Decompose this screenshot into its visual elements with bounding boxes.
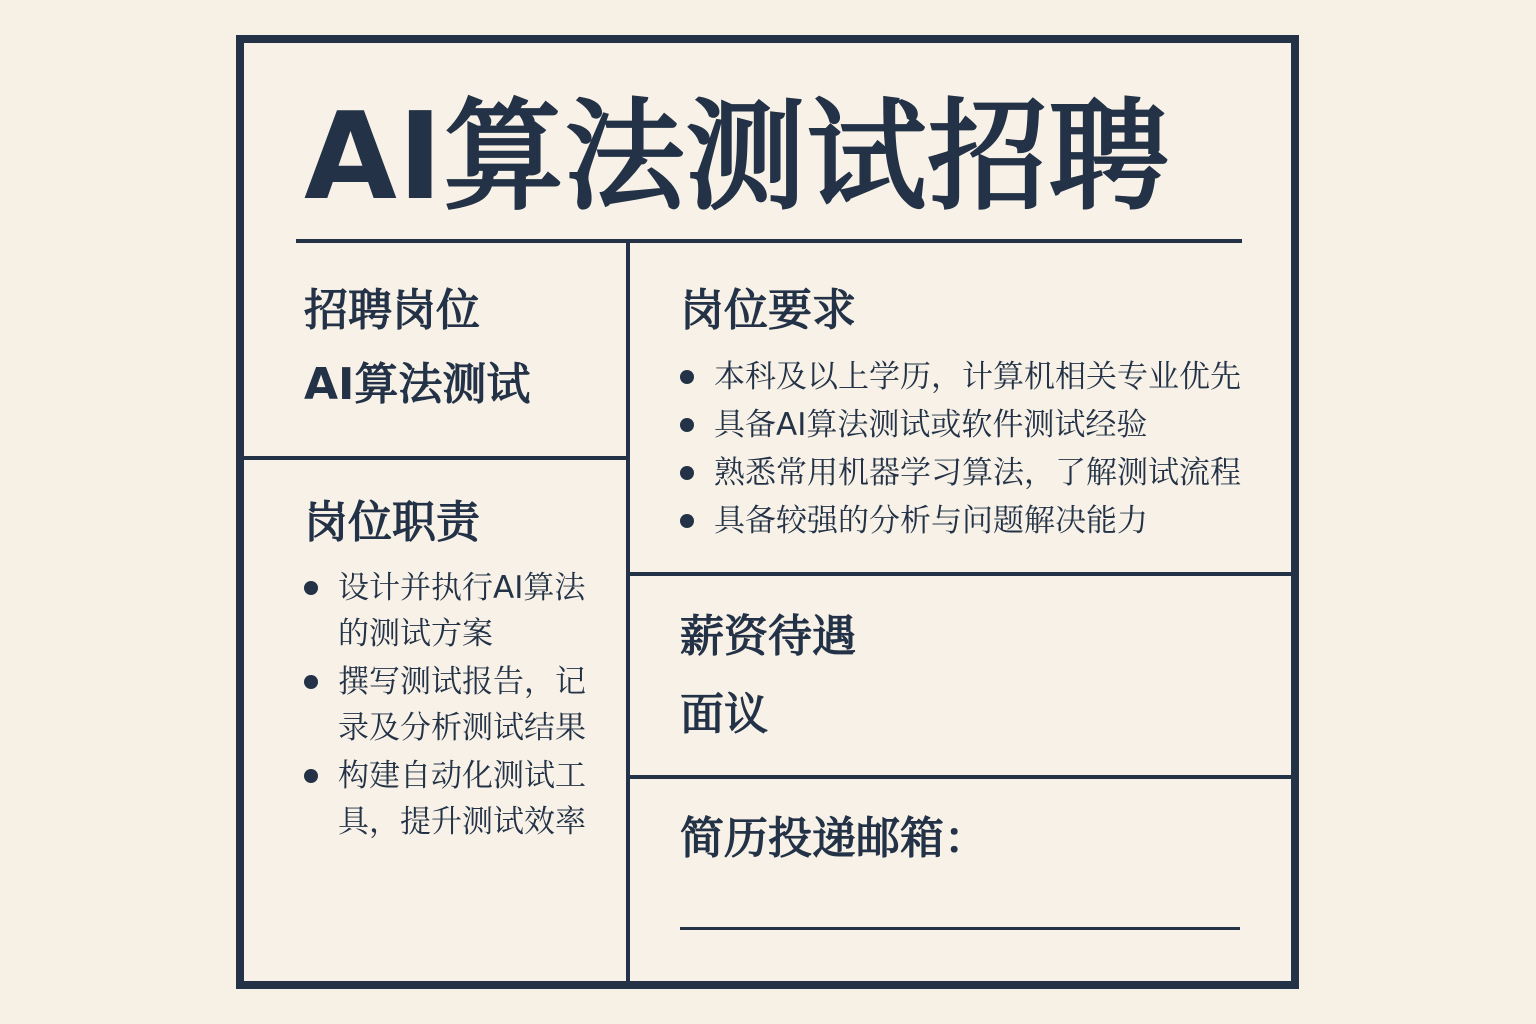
duties-list [304, 565, 588, 847]
list-item [304, 753, 588, 845]
column-divider [626, 243, 630, 989]
list-item [680, 503, 1241, 539]
bullet-icon [680, 514, 694, 528]
requirement-text: 具备较强的分析与问题解决能力 [714, 503, 1148, 539]
bullet-icon [680, 418, 694, 432]
list-item [680, 407, 1241, 443]
requirement-text: 熟悉常用机器学习算法，了解测试流程 [714, 455, 1241, 491]
recruitment-poster [236, 35, 1299, 989]
duty-text: 构建自动化测试工具，提升测试效率 [338, 758, 586, 840]
duty-text: 撰写测试报告，记录及分析测试结果 [338, 664, 586, 746]
poster-title: AI算法测试招聘 [304, 88, 1170, 227]
right-section-divider-2 [630, 775, 1293, 779]
list-item [304, 565, 588, 657]
email-label: 简历投递邮箱： [680, 813, 988, 864]
requirement-text: 本科及以上学历，计算机相关专业优先 [714, 359, 1241, 395]
left-section-divider [244, 456, 626, 460]
bullet-icon [680, 466, 694, 480]
list-item [680, 455, 1241, 491]
requirements-heading: 岗位要求 [680, 285, 856, 336]
duty-text: 设计并执行AI算法的测试方案 [338, 570, 586, 652]
title-divider [296, 239, 1242, 243]
bullet-icon [304, 769, 318, 783]
bullet-icon [680, 370, 694, 384]
salary-heading: 薪资待遇 [680, 611, 856, 662]
position-value: AI算法测试 [304, 359, 531, 410]
list-item [304, 659, 588, 751]
list-item [680, 359, 1241, 395]
bullet-icon [304, 581, 318, 595]
right-section-divider-1 [630, 572, 1293, 576]
salary-value: 面议 [680, 689, 768, 740]
bullet-icon [304, 675, 318, 689]
duties-heading: 岗位职责 [304, 497, 480, 548]
requirement-text: 具备AI算法测试或软件测试经验 [714, 407, 1148, 443]
requirements-list [680, 359, 1241, 551]
email-blank-line [680, 927, 1240, 930]
position-heading: 招聘岗位 [304, 285, 480, 336]
